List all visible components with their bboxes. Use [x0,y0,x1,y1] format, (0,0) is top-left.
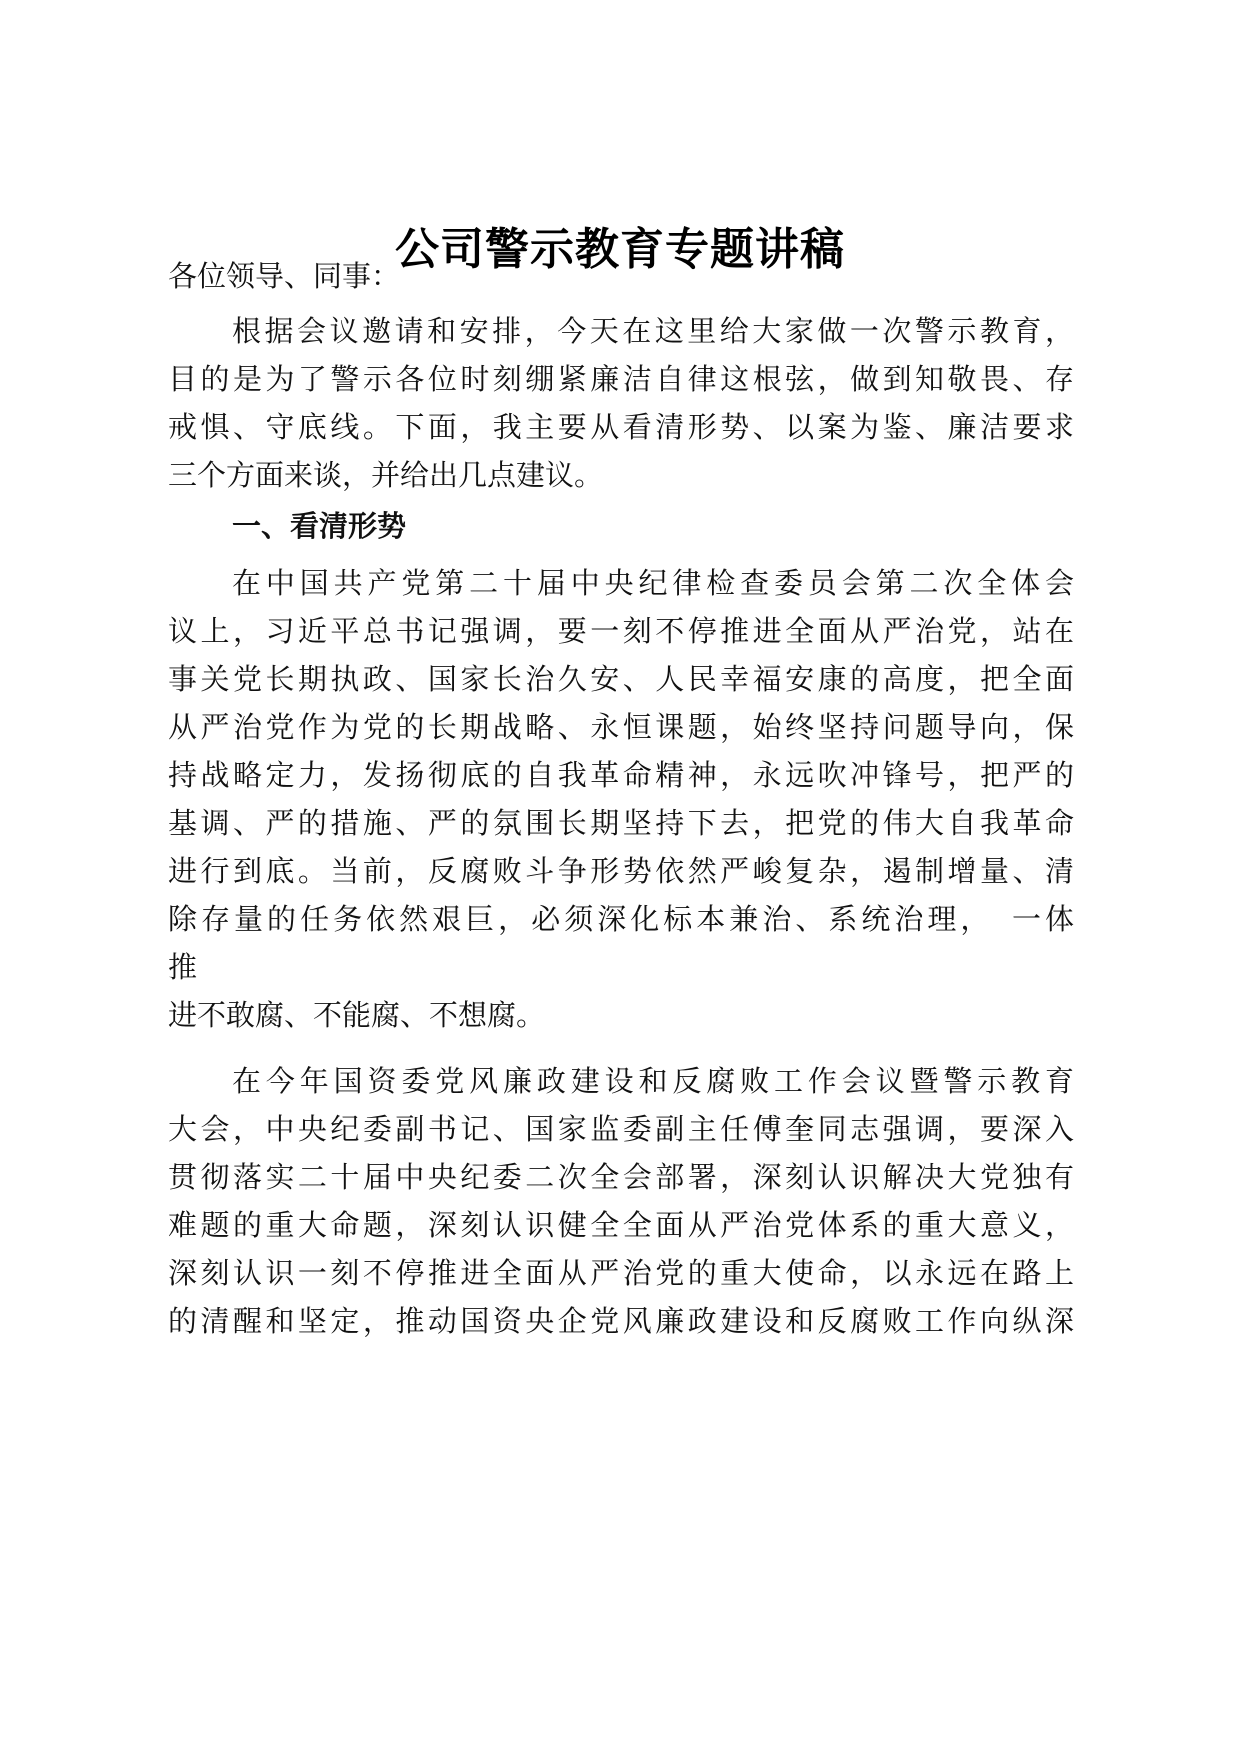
paragraph-line: 贯彻落实二十届中央纪委二次全会部署，深刻认识解决大党独有 [168,1160,1074,1194]
paragraph-line: 议上，习近平总书记强调，要一刻不停推进全面从严治党，站在 [168,614,1074,648]
paragraph-line: 进不敢腐、不能腐、不想腐。 [168,998,546,1032]
paragraph-line: 的清醒和坚定，推动国资央企党风廉政建设和反腐败工作向纵深 [168,1304,1074,1338]
paragraph-line: 在今年国资委党风廉政建设和反腐败工作会议暨警示教育 [232,1064,1074,1098]
paragraph-line: 戒惧、守底线。下面，我主要从看清形势、以案为鉴、廉洁要求 [168,410,1074,444]
paragraph-line: 事关党长期执政、国家长治久安、人民幸福安康的高度，把全面 [168,662,1074,696]
section-heading: 一、看清形势 [232,509,407,543]
paragraph-line: 三个方面来谈，并给出几点建议。 [168,458,604,492]
document-title: 公司警示教育专题讲稿 [395,224,845,275]
paragraph-line: 进行到底。当前，反腐败斗争形势依然严峻复杂，遏制增量、清 [168,854,1074,888]
paragraph-line: 从严治党作为党的长期战略、永恒课题，始终坚持问题导向，保 [168,710,1074,744]
paragraph-line: 根据会议邀请和安排，今天在这里给大家做一次警示教育， [232,314,1074,348]
paragraph-line: 大会，中央纪委副书记、国家监委副主任傅奎同志强调，要深入 [168,1112,1074,1146]
paragraph-line: 深刻认识一刻不停推进全面从严治党的重大使命，以永远在路上 [168,1256,1074,1290]
paragraph-line: 难题的重大命题，深刻认识健全全面从严治党体系的重大意义， [168,1208,1074,1242]
salutation: 各位领导、同事： [168,259,401,293]
paragraph-line: 目的是为了警示各位时刻绷紧廉洁自律这根弦，做到知敬畏、存 [168,362,1074,396]
paragraph-line: 在中国共产党第二十届中央纪律检查委员会第二次全体会 [232,566,1074,600]
paragraph-line: 除存量的任务依然艰巨，必须深化标本兼治、系统治理， 一体 [168,902,1074,936]
paragraph-line: 基调、严的措施、严的氛围长期坚持下去，把党的伟大自我革命 [168,806,1074,840]
paragraph-line: 持战略定力，发扬彻底的自我革命精神，永远吹冲锋号，把严的 [168,758,1074,792]
paragraph-line: 推 [168,950,198,984]
